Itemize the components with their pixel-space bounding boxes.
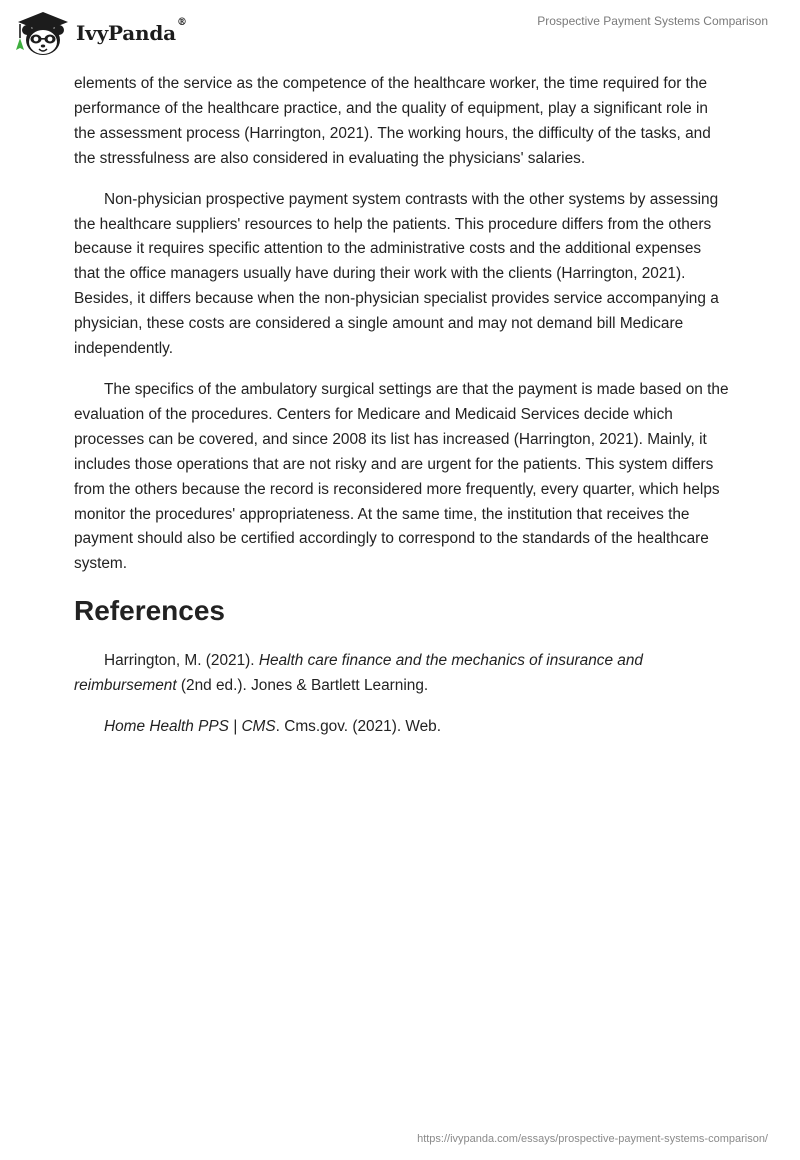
body-paragraph: Non-physician prospective payment system contrasts with the other systems by assessing the healthcare suppliers' resources to help the patients. This procedure differs from the others because it requires specific attention to the administrative costs and the additional expenses that the office managers usually have during their work with the clients (Harrington, 2021). Besides, it differs because when the non-physician specialist provides service accompanying a physician, these costs are considered a single amount and may not demand bill Medicare independently.: [74, 190, 719, 358]
reference-item: [74, 649, 730, 699]
body-paragraph: The specifics of the ambulatory surgical settings are that the payment is made based on the evaluation of the procedures. Centers for Medicare and Medicaid Services decide which processes can be covered, and since 2008 its list has increased (Harrington, 2021). Mainly, it includes those operations that are not risky and are urgent for the patients. This system differs from the others because the record is reconsidered more frequently, every quarter, which helps monitor the procedures' appropriateness. At the same time, the institution that receives the payment should also be certified accordingly to correspond to the standards of the healthcare system.: [74, 380, 729, 573]
brand-label: IvyPanda: [76, 21, 176, 45]
page-header: [0, 0, 800, 64]
registered-mark: ®: [176, 17, 187, 28]
essay-content: [74, 72, 730, 756]
reference-item: [74, 715, 730, 740]
reference-title: Health care finance and the mechanics of insurance and reimbursement: [74, 652, 643, 695]
reference-text: . Cms.gov. (2021). Web.: [275, 718, 442, 736]
footer-url[interactable]: https://ivypanda.com/essays/prospective-payment-systems-comparison/: [417, 1133, 768, 1145]
body-paragraph: elements of the service as the competence of the healthcare worker, the time required for the performance of the healthcare practice, and the quality of equipment, play a significant role in the assessment process (Harrington, 2021). The working hours, the difficulty of the tasks, and the stressfulness are also considered in evaluating the physicians' salaries.: [74, 75, 711, 167]
brand-name: [76, 17, 187, 45]
reference-text: Harrington, M. (2021).: [104, 652, 259, 670]
document-title: Prospective Payment Systems Comparison: [537, 14, 768, 28]
brand-logo[interactable]: [14, 8, 187, 58]
reference-title: Home Health PPS | CMS: [104, 718, 276, 736]
reference-text: (2nd ed.). Jones & Bartlett Learning.: [176, 677, 429, 695]
panda-graduate-icon: [14, 8, 72, 58]
references-heading: References: [74, 595, 225, 627]
